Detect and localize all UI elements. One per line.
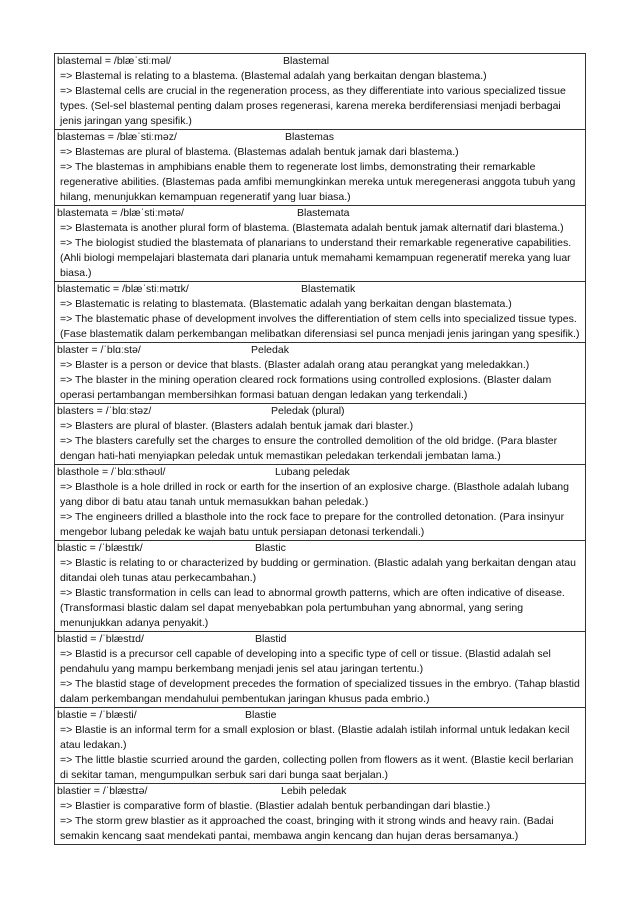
translation: Lebih peledak bbox=[281, 785, 347, 797]
headword: blastic = /ˈblæstɪk/ bbox=[57, 542, 143, 554]
dictionary-entry bbox=[55, 343, 585, 404]
translation: Blastic bbox=[255, 542, 286, 554]
dictionary-entry bbox=[55, 784, 585, 844]
dictionary-entry bbox=[55, 708, 585, 784]
dictionary-entry bbox=[55, 465, 585, 541]
example-sentence: => The blaster in the mining operation cleared rock formations using controlled explosions. (Blaster dalam operasi pertambangan membersihkan formasi batuan dengan ledakan yang terkendali.) bbox=[60, 374, 552, 401]
dictionary-entry bbox=[55, 282, 585, 343]
dictionary-entry bbox=[55, 130, 585, 206]
entry-header bbox=[55, 541, 585, 556]
example-sentence: => The blasters carefully set the charges to ensure the controlled demolition of the old bridge. (Para blaster dengan hati-hati menyiapkan peledak untuk memastikan peledakan terkendali jembatan lama.) bbox=[60, 435, 558, 462]
example-sentence: => The storm grew blastier as it approached the coast, bringing with it strong winds and heavy rain. (Badai semakin kencang saat mendekati pantai, membawa angin kencang dan hujan deras bersamanya.) bbox=[60, 815, 554, 842]
headword: blastemata = /blæˈstiːmətə/ bbox=[57, 207, 184, 219]
translation: Lubang peledak bbox=[275, 466, 350, 478]
entry-header bbox=[55, 130, 585, 145]
headword: blaster = /ˈblɑːstə/ bbox=[57, 344, 141, 356]
definition: => Blasthole is a hole drilled in rock or earth for the insertion of an explosive charge. (Blasthole adalah lubang yang dibor di batu atau tanah untuk memasukkan bahan peledak.) bbox=[60, 481, 569, 508]
translation: Blastie bbox=[245, 709, 277, 721]
dictionary-entry bbox=[55, 632, 585, 708]
definition: => Blasters are plural of blaster. (Blasters adalah bentuk jamak dari blaster.) bbox=[60, 420, 414, 432]
example-sentence: => Blastic transformation in cells can lead to abnormal growth patterns, which are often indicative of disease. (Transformasi blastic dalam sel dapat menyebabkan pola pertumbuhan yang abnormal, yang sering menunjukkan adanya penyakit.) bbox=[60, 587, 565, 629]
definition: => Blastemata is another plural form of blastema. (Blastemata adalah bentuk jamak alternatif dari blastema.) bbox=[60, 222, 564, 234]
entry-header bbox=[55, 708, 585, 723]
entry-header bbox=[55, 784, 585, 799]
definition: => Blastier is comparative form of blastie. (Blastier adalah bentuk perbandingan dari blastie.) bbox=[60, 800, 491, 812]
entry-header bbox=[55, 282, 585, 297]
headword: blastier = /ˈblæstɪə/ bbox=[57, 785, 148, 797]
translation: Blastid bbox=[255, 633, 287, 645]
entry-header bbox=[55, 343, 585, 358]
translation: Peledak (plural) bbox=[271, 405, 345, 417]
example-sentence: => The engineers drilled a blasthole into the rock face to prepare for the controlled detonation. (Para insinyur mengebor lubang peledak ke wajah batu untuk persiapan detonasi terkendali.) bbox=[60, 511, 565, 538]
example-sentence: => The blastid stage of development precedes the formation of specialized tissues in the embryo. (Tahap blastid dalam perkembangan mendahului pembentukan jaringan khusus pada embrio.) bbox=[60, 678, 580, 705]
headword: blastemas = /blæˈstiːməz/ bbox=[57, 131, 177, 143]
definition: => Blastemal is relating to a blastema. (Blastemal adalah yang berkaitan dengan blastema.) bbox=[60, 70, 487, 82]
entry-header bbox=[55, 465, 585, 480]
example-sentence: => The biologist studied the blastemata of planarians to understand their remarkable regenerative capabilities. (Ahli biologi mempelajari blastemata dari planaria untuk memahami kemampuan regeneratif mereka yang luar biasa.) bbox=[60, 237, 572, 279]
example-sentence: => The blastemas in amphibians enable them to regenerate lost limbs, demonstrating their remarkable regenerative abilities. (Blastemas pada amfibi memungkinkan mereka untuk meregenerasi anggota tubuh yang hilang, menunjukkan kemampuan regeneratif yang luar biasa.) bbox=[60, 161, 576, 203]
example-sentence: => The little blastie scurried around the garden, collecting pollen from flowers as it went. (Blastie kecil berlarian di sekitar taman, mengumpulkan serbuk sari dari bunga saat berjalan.) bbox=[60, 754, 574, 781]
entry-header bbox=[55, 54, 585, 69]
definition: => Blastid is a precursor cell capable of developing into a specific type of cell or tissue. (Blastid adalah sel pendahulu yang mampu berkembang menjadi jenis sel atau jaringan tertentu.) bbox=[60, 648, 551, 675]
dictionary-entry bbox=[55, 206, 585, 282]
headword: blastemal = /blæˈstiːməl/ bbox=[57, 55, 172, 67]
definition: => Blastie is an informal term for a small explosion or blast. (Blastie adalah istilah informal untuk ledakan kecil atau ledakan.) bbox=[60, 724, 570, 751]
headword: blasthole = /ˈblɑːsthəʊl/ bbox=[57, 466, 166, 478]
headword: blasters = /ˈblɑːstəz/ bbox=[57, 405, 152, 417]
translation: Blastematik bbox=[301, 283, 356, 295]
definition: => Blastic is relating to or characterized by budding or germination. (Blastic adalah yang berkaitan dengan atau ditandai oleh tunas atau perkecambahan.) bbox=[60, 557, 576, 584]
headword: blastie = /ˈblæsti/ bbox=[57, 709, 137, 721]
translation: Blastemas bbox=[285, 131, 335, 143]
dictionary-entry bbox=[55, 541, 585, 632]
entry-header bbox=[55, 404, 585, 419]
dictionary-entry bbox=[55, 54, 585, 130]
example-sentence: => Blastemal cells are crucial in the regeneration process, as they differentiate into various specialized tissue types. (Sel-sel blastemal penting dalam proses regenerasi, karena mereka berdiferensiasi menjadi berbagai jenis jaringan yang spesifik.) bbox=[60, 85, 566, 127]
definition: => Blaster is a person or device that blasts. (Blaster adalah orang atau perangkat yang meledakkan.) bbox=[60, 359, 530, 371]
entry-header bbox=[55, 632, 585, 647]
example-sentence: => The blastematic phase of development involves the differentiation of stem cells into specialized tissue types. (Fase blastematik dalam perkembangan melibatkan diferensiasi sel punca menjadi jenis jaringan yang spesifik.) bbox=[60, 313, 580, 340]
definition: => Blastematic is relating to blastemata. (Blastematic adalah yang berkaitan dengan blastemata.) bbox=[60, 298, 512, 310]
headword: blastematic = /blæˈstiːmətɪk/ bbox=[57, 283, 189, 295]
definition: => Blastemas are plural of blastema. (Blastemas adalah bentuk jamak dari blastema.) bbox=[60, 146, 459, 158]
translation: Peledak bbox=[251, 344, 289, 356]
dictionary-table bbox=[54, 53, 586, 845]
translation: Blastemata bbox=[297, 207, 350, 219]
entry-header bbox=[55, 206, 585, 221]
headword: blastid = /ˈblæstɪd/ bbox=[57, 633, 144, 645]
translation: Blastemal bbox=[283, 55, 330, 67]
dictionary-entry bbox=[55, 404, 585, 465]
